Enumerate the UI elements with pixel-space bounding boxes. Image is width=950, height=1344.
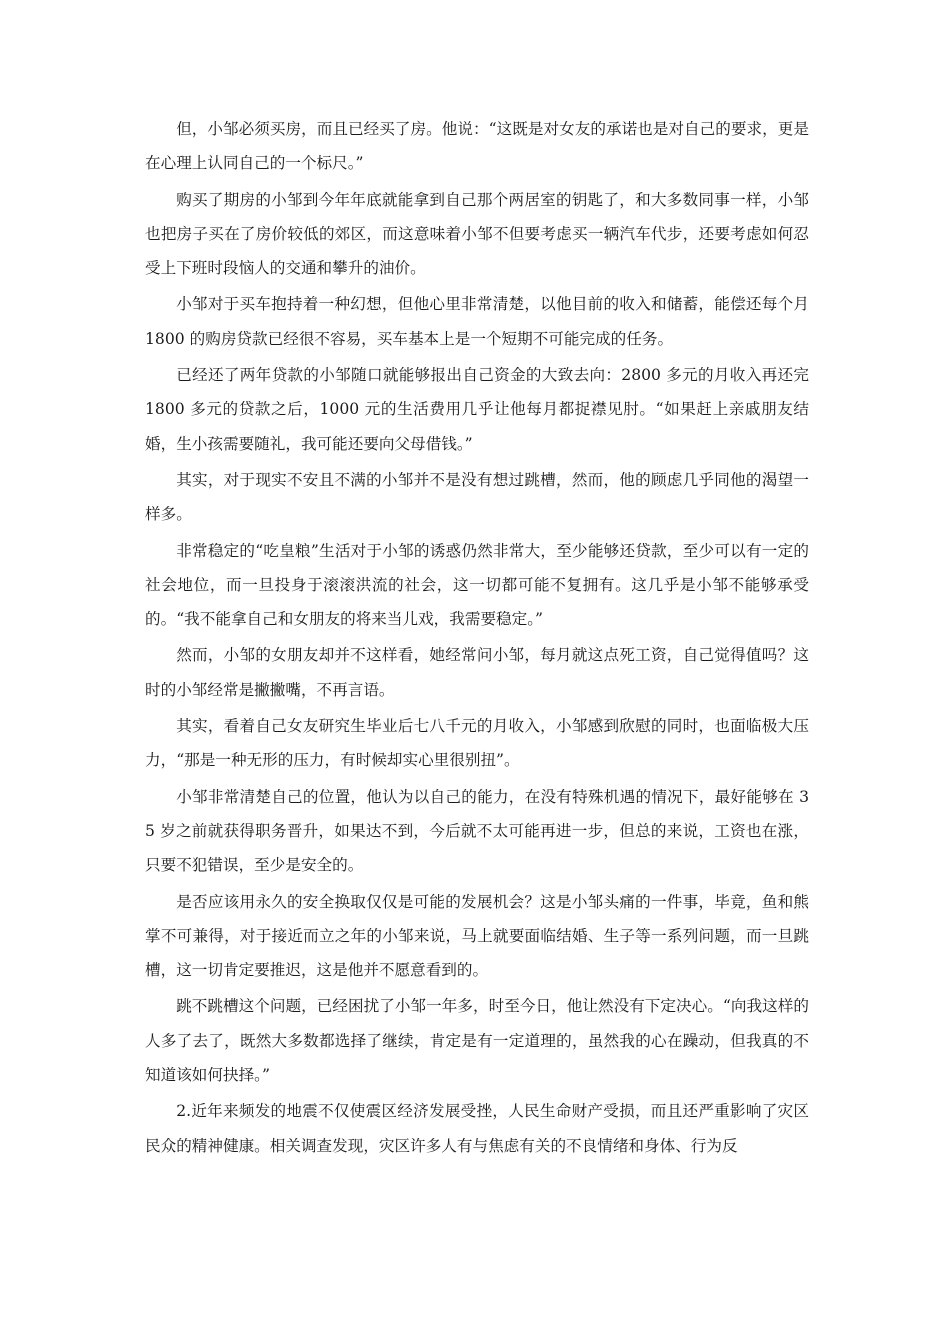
paragraph-5: 其实，对于现实不安且不满的小邹并不是没有想过跳槽，然而，他的顾虑几乎同他的渴望一样多。: [145, 470, 809, 524]
paragraph-4: 已经还了两年贷款的小邹随口就能够报出自己资金的大致去向：2800 多元的月收入再还完 1800 多元的贷款之后，1000 元的生活费用几乎让他每月都捉襟见肘。“如果赶上亲戚朋友结婚，生小孩需要随礼，我可能还要向父母借钱。”: [145, 366, 809, 453]
paragraph-11: 跳不跳槽这个问题，已经困扰了小邹一年多，时至今日，他让然没有下定决心。“向我这样的人多了去了，既然大多数都选择了继续，肯定是有一定道理的，虽然我的心在躁动，但我真的不知道该如何抉择。”: [145, 997, 809, 1085]
paragraph-12: 2.近年来频发的地震不仅使震区经济发展受挫，人民生命财产受损，而且还严重影响了灾区民众的精神健康。相关调查发现，灾区许多人有与焦虑有关的不良情绪和身体、行为反: [145, 1102, 809, 1155]
paragraph-10: 是否应该用永久的安全换取仅仅是可能的发展机会？这是小邹头痛的一件事，毕竟，鱼和熊掌不可兼得，对于接近而立之年的小邹来说，马上就要面临结婚、生子等一系列问题，而一旦跳槽，这一切肯定要推迟，这是他并不愿意看到的。: [145, 892, 809, 980]
paragraph-9: 小邹非常清楚自己的位置，他认为以自己的能力，在没有特殊机遇的情况下，最好能够在 35 岁之前就获得职务晋升，如果达不到，今后就不太可能再进一步，但总的来说，工资也在涨，只要不犯错误，至少是安全的。: [145, 787, 809, 875]
paragraph-2: 购买了期房的小邹到今年年底就能拿到自己那个两居室的钥匙了，和大多数同事一样，小邹也把房子买在了房价较低的郊区，而这意味着小邹不但要考虑买一辆汽车代步，还要考虑如何忍受上下班时段恼人的交通和攀升的油价。: [145, 190, 809, 278]
paragraph-8: 其实，看着自己女友研究生毕业后七八千元的月收入，小邹感到欣慰的同时，也面临极大压力，“那是一种无形的压力，有时候却实心里很别扭”。: [145, 717, 809, 770]
paragraph-7: 然而，小邹的女朋友却并不这样看，她经常问小邹，每月就这点死工资，自己觉得值吗？这时的小邹经常是撇撇嘴，不再言语。: [145, 646, 809, 699]
paragraph-1: 但，小邹必须买房，而且已经买了房。他说：“这既是对女友的承诺也是对自己的要求，更是在心理上认同自己的一个标尺。”: [145, 120, 809, 173]
paragraph-3: 小邹对于买车抱持着一种幻想，但他心里非常清楚，以他目前的收入和储蓄，能偿还每个月 1800 的购房贷款已经很不容易，买车基本上是一个短期不可能完成的任务。: [145, 295, 809, 348]
paragraph-6: 非常稳定的“吃皇粮”生活对于小邹的诱惑仍然非常大，至少能够还贷款，至少可以有一定的社会地位，而一旦投身于滚滚洪流的社会，这一切都可能不复拥有。这几乎是小邹不能够承受的。“我不能拿自己和女朋友的将来当儿戏，我需要稳定。”: [145, 541, 809, 629]
document-body: [145, 112, 809, 1165]
